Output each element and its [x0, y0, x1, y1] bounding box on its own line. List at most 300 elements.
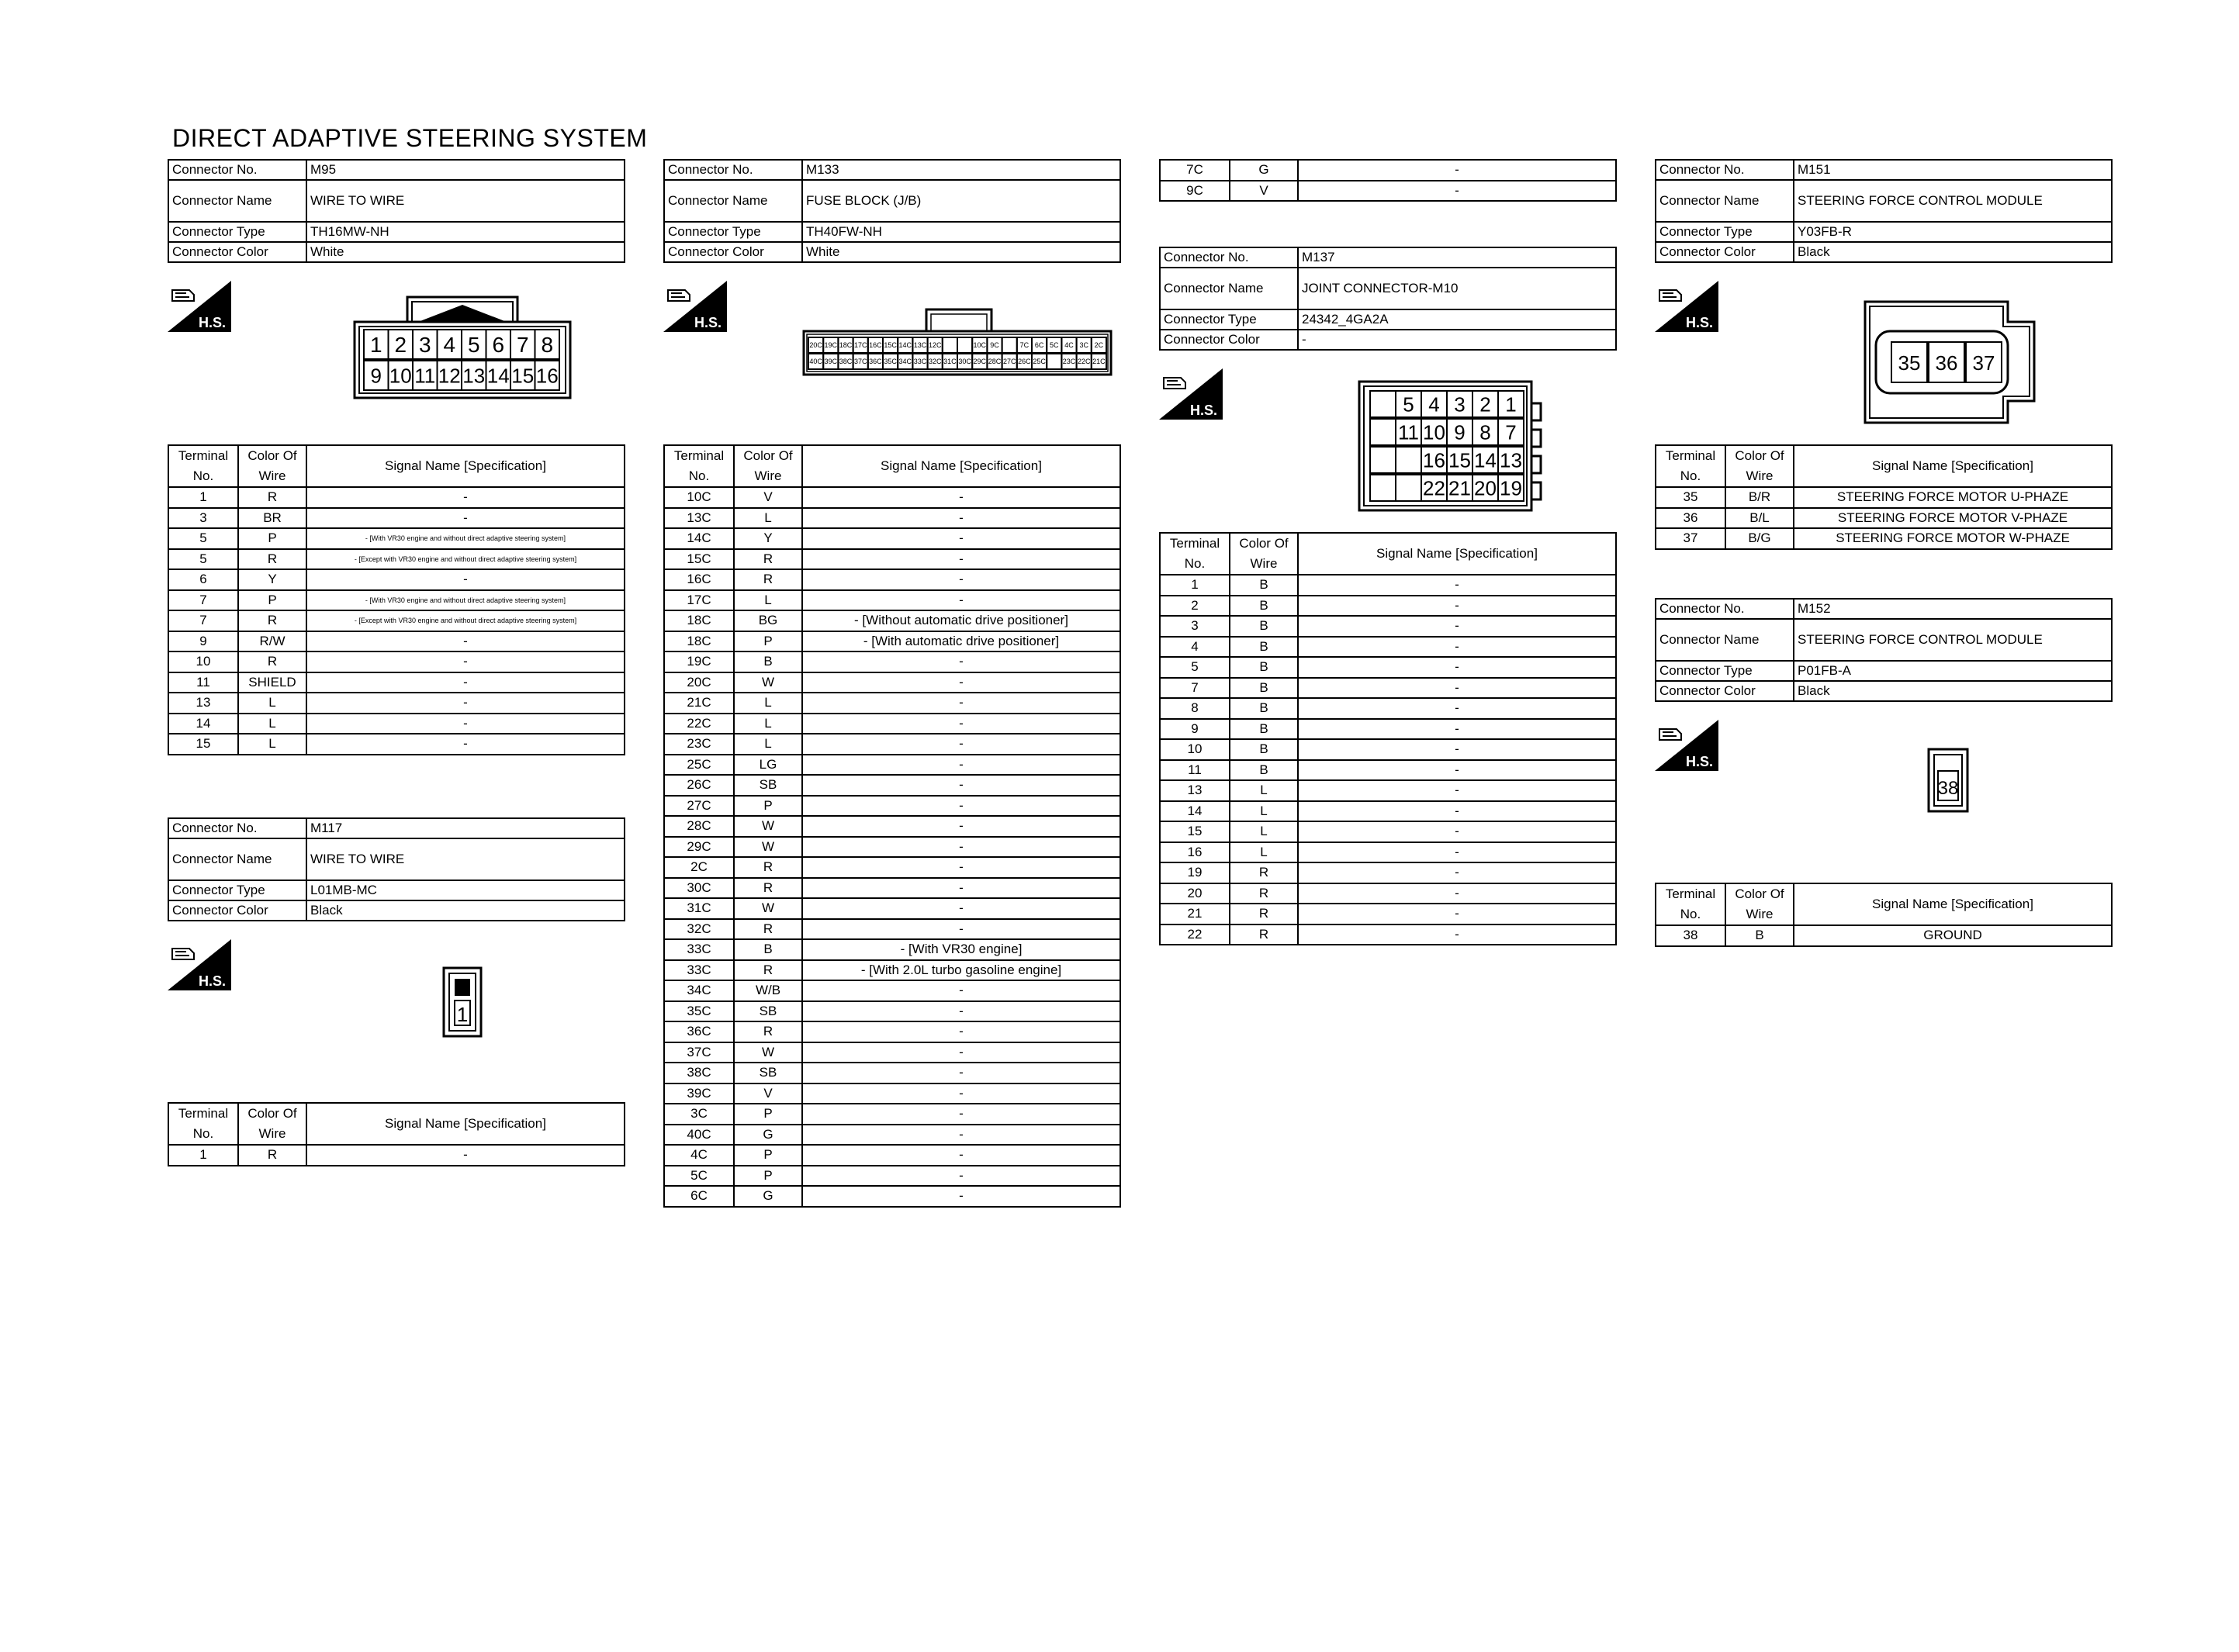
wire-color-cell: P	[238, 590, 306, 611]
pin-label: 2	[1479, 392, 1491, 416]
signal-name-cell: -	[802, 528, 1120, 549]
harness-side-icon	[168, 281, 231, 332]
pin-label: 35C	[884, 358, 897, 366]
pin-label: 9C	[990, 341, 999, 350]
wire-color-cell: W	[734, 1042, 802, 1063]
pin-label: 19C	[824, 341, 838, 350]
signal-name-cell: -	[802, 898, 1120, 919]
signal-name-cell: -	[306, 569, 625, 590]
wire-color-cell: W	[734, 816, 802, 837]
hs-label: H.S.	[199, 315, 227, 330]
wire-color-cell: P	[734, 1166, 802, 1187]
wire-color-cell: B	[1230, 739, 1298, 760]
signal-name-cell: -	[306, 714, 625, 734]
signal-name-cell: -	[802, 1145, 1120, 1166]
connector-type-value: L01MB-MC	[306, 880, 625, 900]
signal-name-cell: -	[802, 1001, 1120, 1022]
connector-face-m133	[802, 306, 1113, 380]
wire-color-cell: L	[734, 508, 802, 529]
label-connector-no: Connector No.	[1160, 247, 1298, 268]
table-row	[664, 528, 1120, 549]
pin-label: 15C	[884, 341, 897, 350]
table-row	[664, 898, 1120, 919]
wire-color-cell: R	[238, 610, 306, 631]
table-row	[664, 651, 1120, 672]
table-row	[664, 672, 1120, 693]
signal-name-cell: -	[802, 919, 1120, 940]
col-terminal-no: Terminal No.	[664, 445, 734, 487]
table-row	[168, 569, 625, 590]
table-row	[664, 487, 1120, 508]
wire-color-cell: Y	[238, 569, 306, 590]
table-row	[1160, 616, 1616, 637]
label-connector-name: Connector Name	[1656, 619, 1794, 661]
connector-name-value: STEERING FORCE CONTROL MODULE	[1794, 180, 2112, 222]
terminal-no-cell: 13C	[664, 508, 734, 529]
terminal-no-cell: 4C	[664, 1145, 734, 1166]
pin-label: 31C	[943, 358, 957, 366]
wire-color-cell: W	[734, 837, 802, 858]
signal-name-cell: -	[306, 651, 625, 672]
pin-label: 38	[1937, 778, 1959, 799]
terminal-no-cell: 20C	[664, 672, 734, 693]
pin-label: 7C	[1019, 341, 1030, 350]
label-connector-type: Connector Type	[168, 222, 306, 242]
terminal-no-cell: 18C	[664, 610, 734, 631]
wire-color-cell: R/W	[238, 631, 306, 652]
table-row	[664, 1042, 1120, 1063]
table-row	[664, 508, 1120, 529]
table-row	[664, 610, 1120, 631]
table-row	[664, 878, 1120, 899]
wire-color-cell: BR	[238, 508, 306, 529]
table-row	[664, 549, 1120, 570]
table-row	[1656, 487, 2112, 508]
signal-name-cell: -	[1298, 657, 1616, 678]
wire-color-cell: B/L	[1725, 508, 1794, 529]
connector-color-value: Black	[1794, 242, 2112, 262]
signal-name-cell: -	[1298, 719, 1616, 740]
pin-label: 5	[1403, 392, 1414, 416]
wire-color-cell: B	[734, 651, 802, 672]
connector-color-value: White	[802, 242, 1120, 262]
label-connector-type: Connector Type	[664, 222, 802, 242]
signal-name-cell: -	[1298, 924, 1616, 945]
pin-label: 15	[511, 364, 535, 388]
signal-name-cell: -	[1298, 801, 1616, 822]
signal-name-cell: -	[1298, 821, 1616, 842]
signal-name-cell: -	[1298, 575, 1616, 596]
pin-label: 6	[492, 333, 505, 358]
terminal-no-cell: 1	[1160, 575, 1230, 596]
connector-color-value: -	[1298, 330, 1616, 350]
terminal-no-cell: 33C	[664, 960, 734, 981]
col-signal-name: Signal Name [Specification]	[1794, 445, 2112, 487]
signal-name-cell: -	[1298, 739, 1616, 760]
wire-color-cell: R	[734, 569, 802, 590]
terminal-no-cell: 10	[168, 651, 238, 672]
connector-info-m151	[1655, 159, 2113, 263]
connector-info-m95	[168, 159, 625, 263]
terminal-no-cell: 28C	[664, 816, 734, 837]
signal-name-cell: -	[802, 837, 1120, 858]
pin-label: 14C	[898, 341, 912, 350]
pin-label: 3	[1454, 392, 1466, 416]
connector-type-value: TH16MW-NH	[306, 222, 625, 242]
table-row	[664, 714, 1120, 734]
pin-label: 8	[1479, 420, 1491, 444]
signal-name-cell: -	[1298, 616, 1616, 637]
pin-label: 12C	[928, 341, 942, 350]
signal-name-cell: -	[802, 816, 1120, 837]
terminal-no-cell: 9	[168, 631, 238, 652]
terminal-no-cell: 9	[1160, 719, 1230, 740]
signal-name-cell: -	[1298, 862, 1616, 883]
signal-name-cell: -	[802, 1063, 1120, 1083]
table-row	[168, 631, 625, 652]
pin-label: 14	[1474, 448, 1497, 472]
pin-label: 21	[1448, 476, 1471, 500]
connector-type-value: 24342_4GA2A	[1298, 309, 1616, 330]
table-row	[168, 651, 625, 672]
signal-name-cell: - [With 2.0L turbo gasoline engine]	[802, 960, 1120, 981]
pin-label: 22C	[1077, 358, 1091, 366]
label-connector-type: Connector Type	[1656, 222, 1794, 242]
wire-color-cell: L	[1230, 821, 1298, 842]
pin-label: 33C	[913, 358, 927, 366]
signal-name-cell: -	[1298, 637, 1616, 658]
terminal-no-cell: 1	[168, 487, 238, 508]
table-row	[664, 939, 1120, 960]
terminal-table-m133-continued	[1159, 159, 1617, 202]
table-row	[664, 1145, 1120, 1166]
signal-name-cell: - [With VR30 engine]	[802, 939, 1120, 960]
table-row	[664, 631, 1120, 652]
signal-name-cell: - [Except with VR30 engine and without direct adaptive steering system]	[306, 549, 625, 570]
wire-color-cell: R	[238, 487, 306, 508]
wire-color-cell: L	[238, 714, 306, 734]
wire-color-cell: B	[1230, 616, 1298, 637]
signal-name-cell: -	[802, 857, 1120, 878]
pin-label: 6C	[1034, 341, 1044, 350]
harness-side-icon	[1159, 368, 1223, 420]
wire-color-cell: B	[1230, 760, 1298, 781]
pin-label: 17C	[853, 341, 867, 350]
label-connector-color: Connector Color	[664, 242, 802, 262]
pin-label: 10	[389, 364, 412, 388]
terminal-no-cell: 7	[168, 590, 238, 611]
table-row	[664, 569, 1120, 590]
signal-name-cell: -	[802, 775, 1120, 796]
connector-no-value: M151	[1794, 160, 2112, 180]
pin-label: 18C	[839, 341, 853, 350]
wire-color-cell: R	[734, 960, 802, 981]
terminal-no-cell: 31C	[664, 898, 734, 919]
terminal-no-cell: 5C	[664, 1166, 734, 1187]
terminal-no-cell: 2	[1160, 596, 1230, 617]
signal-name-cell: -	[802, 487, 1120, 508]
table-row	[664, 816, 1120, 837]
signal-name-cell: STEERING FORCE MOTOR V-PHAZE	[1794, 508, 2112, 529]
connector-no-value: M95	[306, 160, 625, 180]
connector-color-value: White	[306, 242, 625, 262]
terminal-no-cell: 11	[1160, 760, 1230, 781]
signal-name-cell: -	[802, 590, 1120, 611]
table-row	[1160, 924, 1616, 945]
wire-color-cell: R	[734, 857, 802, 878]
col-terminal-no: Terminal No.	[168, 445, 238, 487]
wire-color-cell: B/R	[1725, 487, 1794, 508]
wire-color-cell: SB	[734, 775, 802, 796]
table-row	[168, 734, 625, 755]
connector-type-value: Y03FB-R	[1794, 222, 2112, 242]
pin-label: 13	[1500, 448, 1522, 472]
signal-name-cell: -	[306, 631, 625, 652]
pin-label: 1	[456, 1003, 469, 1026]
pin-label: 36	[1935, 351, 1958, 375]
wire-color-cell: R	[1230, 862, 1298, 883]
wire-color-cell: W/B	[734, 980, 802, 1001]
pin-label: 16C	[869, 341, 882, 350]
table-row	[168, 549, 625, 570]
table-row	[1160, 657, 1616, 678]
pin-label: 22	[1423, 476, 1445, 500]
table-row	[664, 837, 1120, 858]
terminal-no-cell: 5	[1160, 657, 1230, 678]
pin-label: 16	[535, 364, 559, 388]
terminal-no-cell: 14	[1160, 801, 1230, 822]
pin-label: 15	[1448, 448, 1471, 472]
signal-name-cell: -	[802, 1166, 1120, 1187]
table-row	[1656, 508, 2112, 529]
signal-name-cell: GROUND	[1794, 925, 2112, 946]
signal-name-cell: -	[802, 734, 1120, 755]
signal-name-cell: -	[1298, 596, 1616, 617]
label-connector-type: Connector Type	[168, 880, 306, 900]
wire-color-cell: B	[1230, 596, 1298, 617]
wire-color-cell: V	[1230, 181, 1298, 202]
signal-name-cell: -	[1298, 181, 1616, 202]
wire-color-cell: R	[238, 549, 306, 570]
wire-color-cell: R	[1230, 904, 1298, 924]
signal-name-cell: - [Without automatic drive positioner]	[802, 610, 1120, 631]
connector-no-value: M133	[802, 160, 1120, 180]
wire-color-cell: L	[734, 590, 802, 611]
terminal-no-cell: 8	[1160, 698, 1230, 719]
wire-color-cell: V	[734, 487, 802, 508]
table-row	[1160, 637, 1616, 658]
pin-label: 4	[443, 333, 456, 358]
page-title: DIRECT ADAPTIVE STEERING SYSTEM	[172, 124, 648, 152]
signal-name-cell: -	[1298, 760, 1616, 781]
signal-name-cell: -	[1298, 904, 1616, 924]
table-row	[1160, 842, 1616, 863]
pin-label: 11	[414, 364, 436, 388]
table-row	[664, 755, 1120, 776]
wire-color-cell: B	[1230, 678, 1298, 699]
pin-label: 35	[1898, 351, 1921, 375]
terminal-no-cell: 23C	[664, 734, 734, 755]
signal-name-cell: -	[802, 508, 1120, 529]
wire-color-cell: L	[734, 714, 802, 734]
terminal-no-cell: 1	[168, 1145, 238, 1166]
hs-label: H.S.	[1190, 403, 1218, 418]
table-row	[1160, 883, 1616, 904]
terminal-no-cell: 35C	[664, 1001, 734, 1022]
col-signal-name: Signal Name [Specification]	[1794, 883, 2112, 925]
wire-color-cell: B	[1230, 637, 1298, 658]
signal-name-cell: - [With VR30 engine and without direct adaptive steering system]	[306, 528, 625, 549]
terminal-no-cell: 16	[1160, 842, 1230, 863]
table-row	[1160, 575, 1616, 596]
pin-label: 13C	[913, 341, 927, 350]
table-row	[664, 1104, 1120, 1125]
pin-label: 21C	[1092, 358, 1106, 366]
table-row	[664, 857, 1120, 878]
table-row	[664, 919, 1120, 940]
wire-color-cell: R	[238, 651, 306, 672]
signal-name-cell: -	[802, 549, 1120, 570]
label-connector-name: Connector Name	[168, 838, 306, 880]
connector-face-m117	[442, 966, 483, 1042]
terminal-no-cell: 14C	[664, 528, 734, 549]
signal-name-cell: STEERING FORCE MOTOR W-PHAZE	[1794, 528, 2112, 549]
wire-color-cell: L	[734, 693, 802, 714]
signal-name-cell: -	[802, 878, 1120, 899]
col-signal-name: Signal Name [Specification]	[1298, 533, 1616, 575]
signal-name-cell: -	[802, 1186, 1120, 1207]
m95-pin-diagram	[353, 291, 572, 399]
signal-name-cell: -	[802, 796, 1120, 817]
terminal-table-m151	[1655, 444, 2113, 550]
wire-color-cell: G	[734, 1186, 802, 1207]
terminal-no-cell: 37C	[664, 1042, 734, 1063]
terminal-no-cell: 13	[168, 693, 238, 714]
wire-color-cell: SB	[734, 1001, 802, 1022]
pin-label: 39C	[824, 358, 838, 366]
table-row	[664, 1001, 1120, 1022]
hs-label: H.S.	[694, 315, 722, 330]
table-row	[168, 672, 625, 693]
connector-type-value: P01FB-A	[1794, 661, 2112, 681]
label-connector-no: Connector No.	[1656, 160, 1794, 180]
hs-label: H.S.	[1686, 754, 1714, 769]
terminal-no-cell: 21C	[664, 693, 734, 714]
terminal-no-cell: 4	[1160, 637, 1230, 658]
table-row	[168, 714, 625, 734]
terminal-no-cell: 22	[1160, 924, 1230, 945]
table-row	[664, 775, 1120, 796]
connector-info-m133	[663, 159, 1121, 263]
connector-no-value: M137	[1298, 247, 1616, 268]
connector-info-m137	[1159, 247, 1617, 351]
wire-color-cell: LG	[734, 755, 802, 776]
signal-name-cell: -	[802, 1042, 1120, 1063]
wire-color-cell: G	[734, 1125, 802, 1146]
wire-color-cell: B	[734, 939, 802, 960]
pin-label: 9	[1454, 420, 1466, 444]
terminal-table-m95	[168, 444, 625, 755]
signal-name-cell: -	[1298, 883, 1616, 904]
table-row	[664, 1186, 1120, 1207]
signal-name-cell: -	[1298, 780, 1616, 801]
label-connector-type: Connector Type	[1656, 661, 1794, 681]
wire-color-cell: P	[734, 631, 802, 652]
signal-name-cell: -	[802, 714, 1120, 734]
label-connector-color: Connector Color	[168, 242, 306, 262]
col-terminal-no: Terminal No.	[1656, 883, 1725, 925]
terminal-no-cell: 6C	[664, 1186, 734, 1207]
connector-name-value: WIRE TO WIRE	[306, 838, 625, 880]
table-row	[1160, 801, 1616, 822]
signal-name-cell: -	[1298, 698, 1616, 719]
terminal-no-cell: 21	[1160, 904, 1230, 924]
wire-color-cell: W	[734, 898, 802, 919]
terminal-no-cell: 26C	[664, 775, 734, 796]
harness-side-icon	[1655, 720, 1718, 771]
pin-label: 5	[467, 333, 480, 358]
wire-color-cell: R	[734, 878, 802, 899]
wire-color-cell: B	[1725, 925, 1794, 946]
terminal-no-cell: 5	[168, 528, 238, 549]
signal-name-cell: -	[802, 980, 1120, 1001]
pin-label: 37C	[853, 358, 867, 366]
connector-no-value: M117	[306, 818, 625, 838]
table-row	[168, 590, 625, 611]
signal-name-cell: -	[802, 672, 1120, 693]
pin-label: 10	[1423, 420, 1445, 444]
terminal-no-cell: 5	[168, 549, 238, 570]
connector-face-m95	[353, 291, 572, 403]
connector-color-value: Black	[1794, 681, 2112, 701]
pin-label: 38C	[839, 358, 853, 366]
table-row	[1160, 678, 1616, 699]
signal-name-cell: -	[802, 651, 1120, 672]
terminal-no-cell: 32C	[664, 919, 734, 940]
wire-color-cell: Y	[734, 528, 802, 549]
pin-label: 5C	[1050, 341, 1059, 350]
pin-label: 14	[486, 364, 510, 388]
signal-name-cell: -	[802, 1125, 1120, 1146]
signal-name-cell: -	[1298, 160, 1616, 181]
terminal-no-cell: 7	[168, 610, 238, 631]
label-connector-color: Connector Color	[1656, 242, 1794, 262]
label-connector-no: Connector No.	[664, 160, 802, 180]
pin-label: 12	[438, 364, 461, 388]
pin-label: 2C	[1094, 341, 1104, 350]
wire-color-cell: BG	[734, 610, 802, 631]
pin-label: 19	[1500, 476, 1522, 500]
terminal-no-cell: 15C	[664, 549, 734, 570]
wire-color-cell: L	[1230, 801, 1298, 822]
pin-label: 36C	[869, 358, 882, 366]
label-connector-no: Connector No.	[1656, 599, 1794, 619]
label-connector-color: Connector Color	[1656, 681, 1794, 701]
pin-label: 23C	[1062, 358, 1076, 366]
label-connector-type: Connector Type	[1160, 309, 1298, 330]
wire-color-cell: G	[1230, 160, 1298, 181]
table-row	[664, 590, 1120, 611]
table-row	[1160, 760, 1616, 781]
wire-color-cell: B/G	[1725, 528, 1794, 549]
pin-label: 7	[1505, 420, 1517, 444]
wire-color-cell: P	[734, 796, 802, 817]
pin-label: 28C	[988, 358, 1002, 366]
terminal-no-cell: 33C	[664, 939, 734, 960]
pin-label: 8	[541, 333, 554, 358]
pin-label: 3	[418, 333, 431, 358]
terminal-no-cell: 14	[168, 714, 238, 734]
